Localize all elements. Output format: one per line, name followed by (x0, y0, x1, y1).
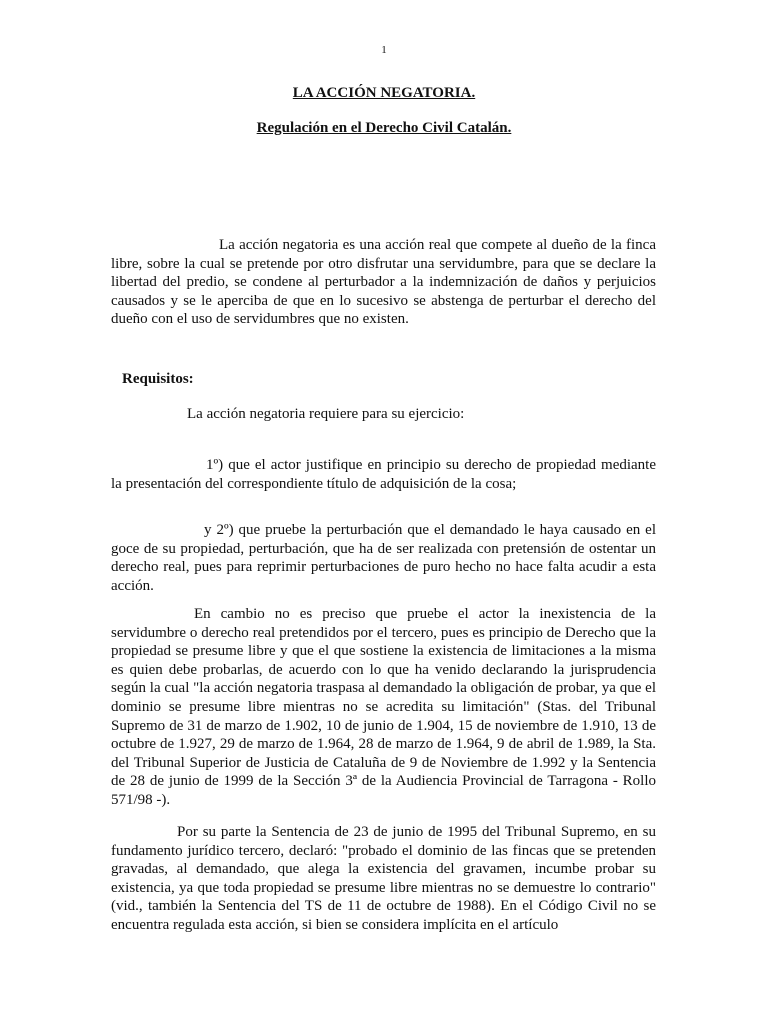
por-su-parte-paragraph: Por su parte la Sentencia de 23 de junio de 1995 del Tribunal Supremo, en su fundamento jurídico tercero, declaró: "probado el dominio de las fincas que se pretenden gravadas, al demandado, que alega la existencia del gravamen, incumbe probar su existencia, ya que toda propiedad se presume libre mientras no se demuestre lo contrario" (vid., también la Sentencia del TS de 11 de octubre de 1988). En el Código Civil no se encuentra regulada esta acción, si bien se considera implícita en el artículo (111, 824, 656, 933)
document-subtitle: Regulación en el Derecho Civil Catalán. (256, 120, 512, 136)
page-number: 1 (381, 44, 387, 56)
en-cambio-paragraph: En cambio no es preciso que pruebe el actor la inexistencia de la servidumbre o derecho real pretendidos por el tercero, pues es principio de Derecho que la propiedad se presume libre y que el que sostiene la existencia de limitaciones a la misma es quien debe probarlas, de acuerdo con lo que ha venido declarando la jurisprudencia según la cual "la acción negatoria traspasa al demandado la obligación de probar, ya que el dominio se presume libre mientras no se acredita su limitación" (Stas. del Tribunal Supremo de 31 de marzo de 1.902, 10 de junio de 1.904, 15 de noviembre de 1.910, 13 de octubre de 1.927, 29 de marzo de 1.964, 28 de marzo de 1.964, 9 de abril de 1.989, la Sta. del Tribunal Superior de Justicia de Cataluña de 9 de Noviembre de 1.992 y la Sentencia de 28 de junio de 1999 de la Sección 3ª de la Audiencia Provincial de Tarragona - Rollo 571/98 -). (111, 606, 656, 808)
document-title: LA ACCIÓN NEGATORIA. (292, 85, 476, 101)
requisito-1-paragraph: 1º) que el actor justifique en principio su derecho de propiedad mediante la presentación del correspondiente título de adquisición de la cosa; (111, 457, 656, 492)
requisitos-heading: Requisitos: (122, 371, 194, 387)
intro-paragraph: La acción negatoria es una acción real que compete al dueño de la finca libre, sobre la cual se pretende por otro disfrutar una servidumbre, para que se declare la libertad del predio, se condene al perturbador a la indemnización de daños y perjuicios causados y se le aperciba de que en lo sucesivo se abstenga de perturbar el derecho del dueño con el uso de servidumbres que no existen. (111, 237, 656, 328)
requisitos-intro-paragraph: La acción negatoria requiere para su ejercicio: (187, 406, 465, 422)
requisito-2-paragraph: y 2º) que pruebe la perturbación que el demandado le haya causado en el goce de su propiedad, perturbación, que ha de ser realizada con pretensión de ostentar un derecho real, pues para reprimir perturbaciones de puro hecho no hace falta acudir a esta acción. (111, 522, 656, 594)
